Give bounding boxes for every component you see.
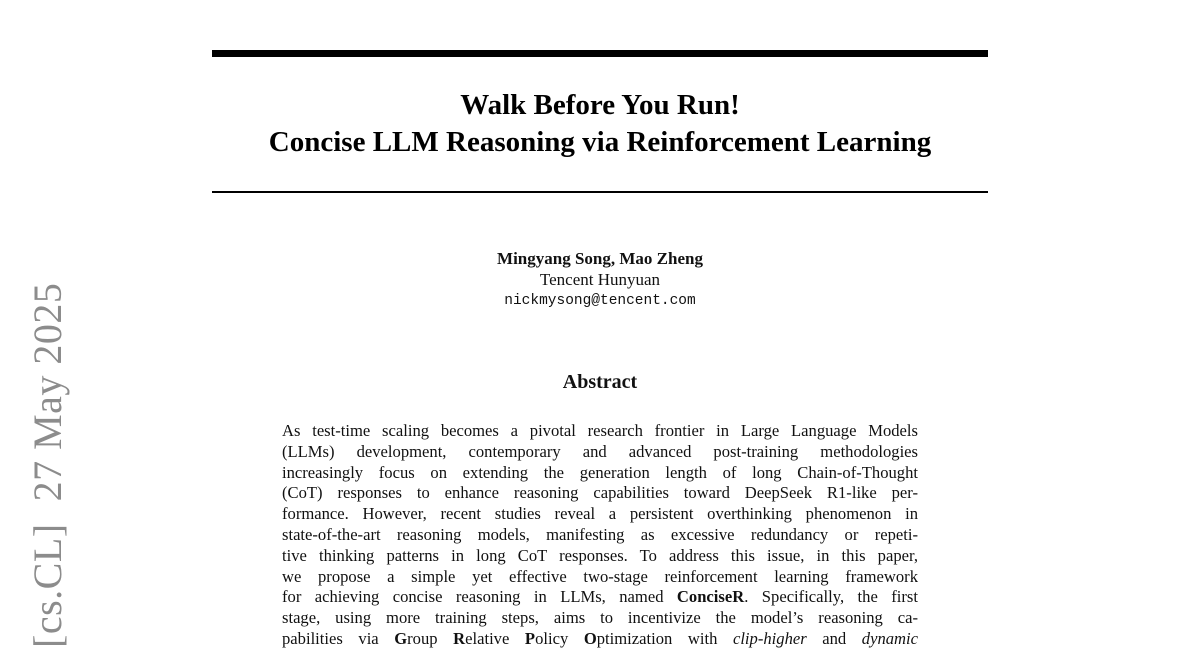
title-line-2: Concise LLM Reasoning via Reinforcement Learning (268, 126, 932, 158)
abstract-body (282, 421, 918, 650)
author-block (400, 248, 800, 312)
arxiv-sidebar-stamp (24, 283, 72, 648)
abstract-line: increasingly focus on extending the generation length of long Chain-of-Thought (282, 462, 918, 482)
abstract-line: (LLMs) development, contemporary and advanced post-training methodologies (282, 441, 918, 461)
author-email: nickmysong@tencent.com (504, 293, 696, 309)
abstract-line: we propose a simple yet effective two-stage reinforcement learning framework (282, 566, 918, 586)
abstract-line: tive thinking patterns in long CoT responses. To address this issue, in this paper, (282, 545, 918, 565)
arxiv-date: 27 May 2025 (25, 282, 70, 502)
abstract-heading: Abstract (562, 371, 638, 393)
top-rule (212, 50, 988, 57)
abstract-line: As test-time scaling becomes a pivotal research frontier in Large Language Models (282, 421, 918, 440)
method-name: ConciseR (676, 587, 745, 607)
abstract-line: for achieving concise reasoning in LLMs, named ConciseR. Specifically, the first (282, 587, 918, 607)
author-names: Mingyang Song, Mao Zheng (497, 249, 703, 268)
abstract-line: (CoT) responses to enhance reasoning capabilities toward DeepSeek R1-like per- (282, 483, 918, 503)
paper-title (212, 87, 988, 161)
abstract-line: pabilities via Group Relative Policy Optimization with clip-higher and dynamic (282, 628, 918, 648)
abstract-line: stage, using more training steps, aims to incentivize the model’s reasoning ca- (282, 608, 918, 628)
abstract-line: state-of-the-art reasoning models, manifesting as excessive redundancy or repeti- (282, 524, 918, 544)
title-line-1: Walk Before You Run! (460, 89, 740, 121)
title-rule (212, 191, 988, 193)
arxiv-category: [cs.CL] (25, 523, 70, 648)
abstract-line: formance. However, recent studies reveal a persistent overthinking phenomenon in (282, 504, 918, 524)
author-affiliation: Tencent Hunyuan (539, 270, 661, 289)
